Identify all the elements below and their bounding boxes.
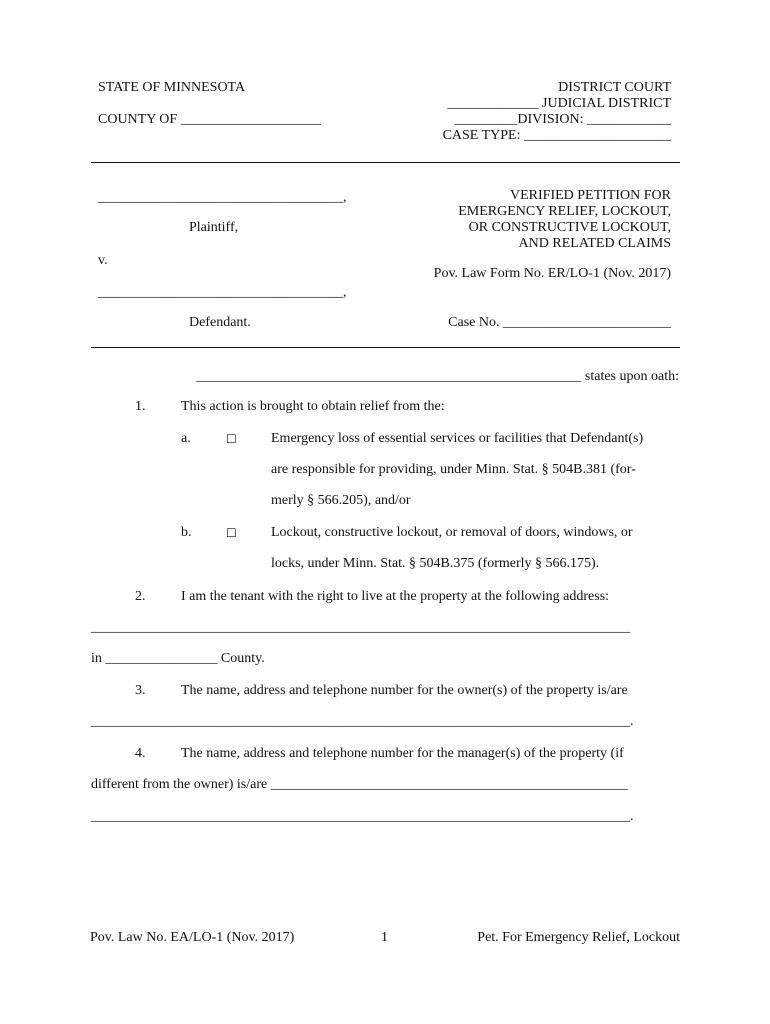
option-a-label: a. [181, 431, 191, 446]
paragraph-4-text: The name, address and telephone number for the manager(s) of the property (if [181, 746, 624, 761]
manager-info-field[interactable]: different from the owner) is/are ___________________________________________________ [91, 777, 628, 792]
paragraph-2-text: I am the tenant with the right to live at the property at the following address: [181, 589, 610, 604]
caption-divider-bottom [91, 347, 680, 348]
oath-statement[interactable]: _______________________________________________________ states upon oath: [196, 369, 679, 384]
defendant-name-field[interactable]: ___________________________________, [98, 285, 347, 300]
option-b-checkbox[interactable]: ☐ [226, 526, 237, 540]
option-b-text-line-1: Lockout, constructive lockout, or removal of doors, windows, or [271, 525, 633, 540]
address-field[interactable]: _____________________________________________________________________________ [91, 620, 630, 635]
option-a-text-line-3: merly § 566.205), and/or [271, 493, 411, 508]
paragraph-4-number: 4. [135, 746, 146, 761]
paragraph-1-number: 1. [135, 399, 146, 414]
case-type-field[interactable]: CASE TYPE: _____________________ [442, 128, 671, 143]
plaintiff-name-field[interactable]: ___________________________________, [98, 190, 347, 205]
paragraph-1-text: This action is brought to obtain relief from the: [181, 399, 445, 414]
state-label: STATE OF MINNESOTA [98, 80, 246, 95]
option-a-text-line-2: are responsible for providing, under Minn. Stat. § 504B.381 (for- [271, 462, 636, 477]
document-title-line-4: AND RELATED CLAIMS [518, 236, 671, 251]
option-b-text-line-2: locks, under Minn. Stat. § 504B.375 (formerly § 566.175). [271, 556, 600, 571]
defendant-label: Defendant. [189, 315, 251, 330]
footer-document-title: Pet. For Emergency Relief, Lockout [477, 930, 680, 945]
page-number: 1 [381, 930, 388, 945]
caption-divider-top [91, 162, 680, 163]
paragraph-2-number: 2. [135, 589, 146, 604]
versus-label: v. [98, 253, 108, 268]
owner-info-field[interactable]: _____________________________________________________________________________. [91, 714, 634, 729]
document-title-line-1: VERIFIED PETITION FOR [510, 188, 671, 203]
court-label: DISTRICT COURT [558, 80, 671, 95]
paragraph-3-number: 3. [135, 683, 146, 698]
footer-form-number: Pov. Law No. EA/LO-1 (Nov. 2017) [90, 930, 295, 945]
county-field[interactable]: COUNTY OF ____________________ [98, 112, 321, 127]
case-number-field[interactable]: Case No. ________________________ [448, 315, 671, 330]
option-a-text-line-1: Emergency loss of essential services or facilities that Defendant(s) [271, 431, 644, 446]
document-title-line-2: EMERGENCY RELIEF, LOCKOUT, [458, 204, 671, 219]
county-of-address-field[interactable]: in ________________ County. [91, 651, 265, 666]
form-number: Pov. Law Form No. ER/LO-1 (Nov. 2017) [433, 266, 671, 281]
division-field[interactable]: _________DIVISION: ____________ [454, 112, 671, 127]
manager-info-field-continued[interactable]: _____________________________________________________________________________. [91, 809, 634, 824]
document-title-line-3: OR CONSTRUCTIVE LOCKOUT, [468, 220, 671, 235]
option-a-checkbox[interactable]: ☐ [226, 432, 237, 446]
paragraph-3-text: The name, address and telephone number for the owner(s) of the property is/are [181, 683, 628, 698]
plaintiff-label: Plaintiff, [189, 220, 239, 235]
judicial-district-field[interactable]: _____________ JUDICIAL DISTRICT [447, 96, 671, 111]
option-b-label: b. [181, 525, 192, 540]
